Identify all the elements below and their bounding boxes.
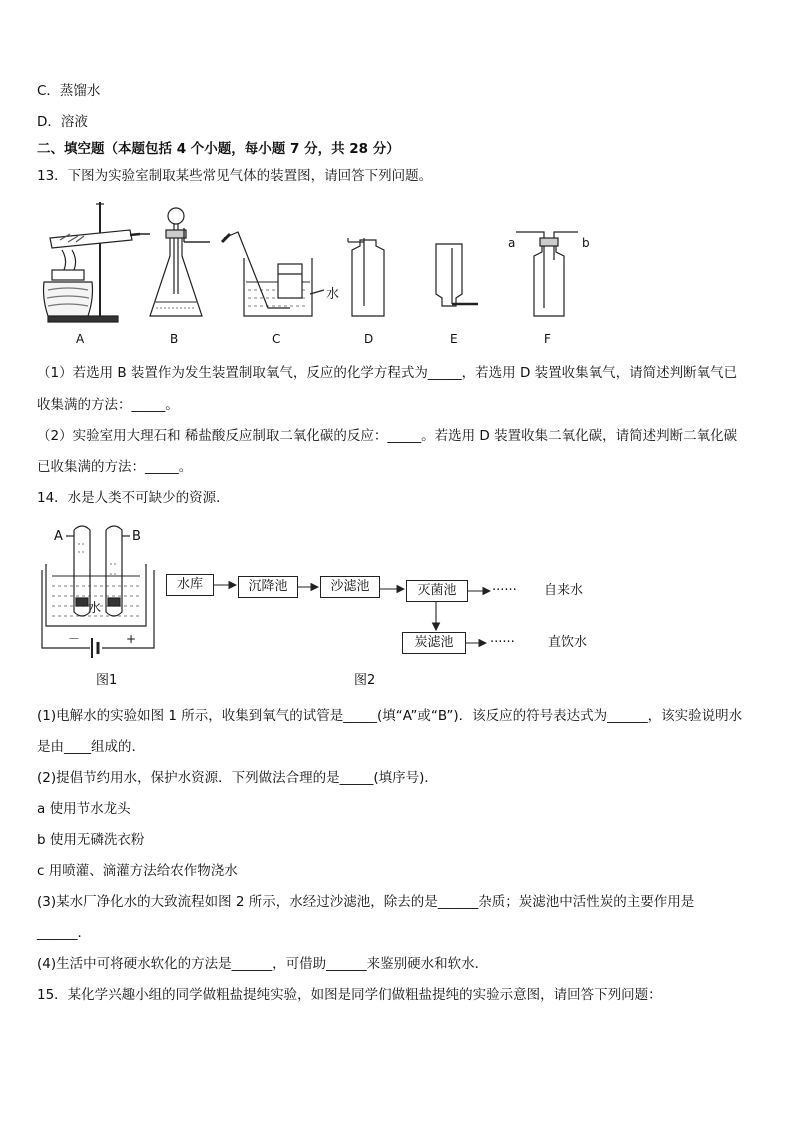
apparatus-label-e: E <box>450 332 458 346</box>
q13-part2-line1: （2）实验室用大理石和 稀盐酸反应制取二氧化碳的反应：_____。若选用 D 装置收集二氧化碳，请简述判断二氧化碳 <box>37 428 738 444</box>
q14-part3-line2: ______． <box>37 925 91 941</box>
fig2-caption: 图2 <box>354 673 376 688</box>
flow-carbon-filter: 炭滤池 <box>402 632 466 654</box>
q14-part2: (2)提倡节约用水，保护水资源．下列做法合理的是_____(填序号)． <box>37 770 438 786</box>
flow-settling-tank: 沉降池 <box>238 576 298 598</box>
fig1-plus-label: + <box>126 632 137 646</box>
flow-dots-tap: ······ <box>492 583 517 598</box>
apparatus-water-label: 水 <box>326 287 340 302</box>
q13-part1-line2: 收集满的方法：_____。 <box>37 397 179 413</box>
question-13: 13．下图为实验室制取某些常见气体的装置图，请回答下列问题。 <box>37 168 433 184</box>
electrolysis-figure <box>38 524 162 664</box>
q14-option-c: c 用喷灌、滴灌方法给农作物浇水 <box>37 863 238 879</box>
section-heading: 二、填空题（本题包括 4 个小题，每小题 7 分，共 28 分） <box>37 141 400 157</box>
q14-part4: (4)生活中可将硬水软化的方法是______，可借助______来鉴别硬水和软水． <box>37 956 489 972</box>
flow-sterilize-tank: 灭菌池 <box>406 580 468 602</box>
q14-option-b: b 使用无磷洗衣粉 <box>37 832 145 848</box>
q13-part1-line1: （1）若选用 B 装置作为发生装置制取氧气，反应的化学方程式为_____，若选用 D 装置收集氧气，请简述判断氧气已 <box>37 365 738 381</box>
question-14: 14．水是人类不可缺少的资源． <box>37 490 230 506</box>
apparatus-label-b: B <box>170 332 179 346</box>
fig1-caption: 图1 <box>96 673 118 688</box>
q14-part1-line1: (1)电解水的实验如图 1 所示，收集到氧气的试管是_____(填“A”或“B”)．该反应的符号表达式为______，该实验说明水 <box>37 708 743 724</box>
option-d: D．溶液 <box>37 114 88 130</box>
flow-tap-water: 自来水 <box>544 583 584 598</box>
q14-option-a: a 使用节水龙头 <box>37 801 131 817</box>
flow-drinking-water: 直饮水 <box>548 635 588 650</box>
port-b-label: b <box>582 236 590 250</box>
q13-part2-line2: 已收集满的方法：_____。 <box>37 459 193 475</box>
flow-dots-drinking: ······ <box>490 635 515 650</box>
flow-reservoir: 水库 <box>166 574 214 596</box>
q14-part1-line2: 是由____组成的． <box>37 739 145 755</box>
fig1-minus-label: － <box>68 632 81 646</box>
apparatus-label-d: D <box>364 332 374 346</box>
fig1-water-label: 水 <box>88 601 102 616</box>
apparatus-figure <box>38 198 598 348</box>
q14-part3-line1: (3)某水厂净化水的大致流程如图 2 所示，水经过沙滤池，除去的是______杂质；炭滤池中活性炭的主要作用是 <box>37 894 695 910</box>
question-15: 15．某化学兴趣小组的同学做粗盐提纯实验，如图是同学们做粗盐提纯的实验示意图，请回答下列问题： <box>37 987 662 1003</box>
apparatus-label-c: C <box>272 332 281 346</box>
fig1-tube-a-label: A <box>54 529 63 544</box>
option-c: C．蒸馏水 <box>37 83 101 99</box>
flow-sand-filter: 沙滤池 <box>320 576 380 598</box>
apparatus-label-a: A <box>76 332 85 346</box>
fig1-tube-b-label: B <box>132 529 141 544</box>
apparatus-label-f: F <box>544 332 551 346</box>
port-a-label: a <box>508 236 516 250</box>
